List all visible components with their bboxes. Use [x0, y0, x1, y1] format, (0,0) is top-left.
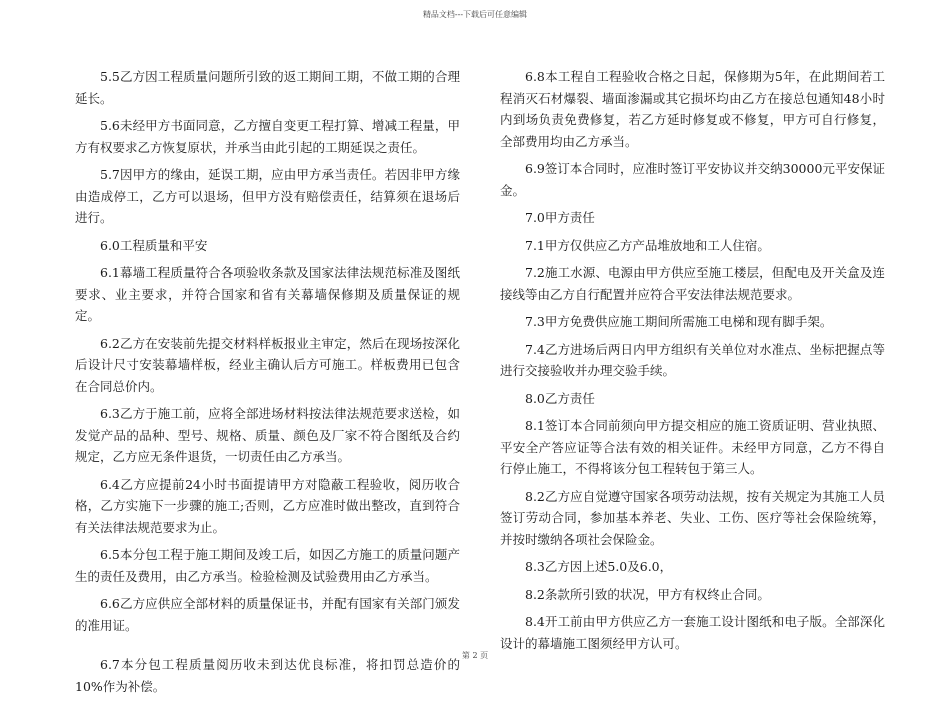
- paragraph: 6.2乙方在安装前先提交材料样板报业主审定，然后在现场按深化后设计尺寸安装幕墙样板，经业主确认后方可施工。样板费用已包含在合同总价内。: [75, 335, 460, 394]
- paragraph: 6.4乙方应提前24小时书面提请甲方对隐蔽工程验收，阅历收合格，乙方实施下一步骤的施工;否则，乙方应准时做出整改，直到符合有关法律法规范要求为止。: [75, 476, 460, 535]
- paragraph: 8.2乙方应自觉遵守国家各项劳动法规，按有关规定为其施工人员签订劳动合同，参加基本养老、失业、工伤、医疗等社会保险统筹，并按时缴纳各项社会保险金。: [500, 488, 885, 547]
- page-header: 精品文档---下载后可任意编辑: [422, 10, 528, 19]
- paragraph: 8.3乙方因上述5.0及6.0，: [525, 559, 673, 574]
- paragraph: 6.3乙方于施工前，应将全部进场材料按法律法规范要求送检，如发觉产品的品种、型号、规格、质量、颜色及厂家不符合图纸及合约规定，乙方应无条件退货，一切责任由乙方承当。: [75, 406, 460, 464]
- paragraph: 6.1幕墙工程质量符合各项验收条款及国家法律法规范标准及图纸要求、业主要求，并符合国家和省有关幕墙保修期及质量保证的规定。: [75, 265, 460, 323]
- paragraph: 8.4开工前由甲方供应乙方一套施工设计图纸和电子版。全部深化设计的幕墙施工图须经甲方认可。: [500, 614, 885, 651]
- paragraph: 7.1甲方仅供应乙方产品堆放地和工人住宿。: [525, 237, 770, 253]
- paragraph: 7.4乙方进场后两日内甲方组织有关单位对水准点、坐标把握点等进行交接验收并办理交验手续。: [500, 341, 885, 378]
- section-heading: 8.0乙方责任: [525, 390, 595, 406]
- paragraph: 6.6乙方应供应全部材料的质量保证书，并配有国家有关部门颁发的准用证。: [75, 596, 460, 633]
- page-number: 第 2 页: [461, 651, 489, 660]
- right-column: [500, 66, 885, 660]
- paragraph: 7.3甲方免费供应施工期间所需施工电梯和现有脚手架。: [525, 314, 833, 329]
- paragraph: 5.5乙方因工程质量问题所引致的返工期间工期，不做工期的合理延长。: [75, 69, 460, 106]
- paragraph: 6.9签订本合同时，应准时签订平安协议并交纳30000元平安保证金。: [500, 161, 885, 198]
- paragraph: 8.2条款所引致的状况，甲方有权终止合同。: [525, 586, 770, 602]
- paragraph: 6.7本分包工程质量阅历收未到达优良标准，将扣罚总造价的10%作为补偿。: [75, 657, 460, 694]
- left-column: [75, 66, 460, 703]
- paragraph: 5.7因甲方的缘由，延误工期，应由甲方承当责任。若因非甲方缘由造成停工，乙方可以退场，但甲方没有赔偿责任，结算须在退场后进行。: [75, 167, 460, 225]
- section-heading: 7.0甲方责任: [525, 210, 595, 225]
- paragraph: 6.5本分包工程于施工期间及竣工后，如因乙方施工的质量问题产生的责任及费用，由乙方承当。检验检测及试验费用由乙方承当。: [75, 547, 460, 584]
- paragraph: 7.2施工水源、电源由甲方供应至施工楼层，但配电及开关盒及连接线等由乙方自行配置并应符合平安法律法规范要求。: [500, 265, 885, 302]
- paragraph: 5.6未经甲方书面同意，乙方擅自变更工程打算、增减工程量，甲方有权要求乙方恢复原状，并承当由此引起的工期延误之责任。: [75, 118, 460, 155]
- paragraph: 6.8本工程自工程验收合格之日起，保修期为5年，在此期间若工程消灭石材爆裂、墙面渗漏或其它损坏均由乙方在接总包通知48小时内到场负责免费修复，若乙方延时修复或不修复，甲方可自行修复，全部费用均由乙方承当。: [500, 69, 885, 149]
- paragraph: 8.1签订本合同前须向甲方提交相应的施工资质证明、营业执照、平安全产答应证等合法有效的相关证件。未经甲方同意，乙方不得自行停止施工，不得将该分包工程转包于第三人。: [500, 418, 885, 476]
- section-heading: 6.0工程质量和平安: [100, 237, 208, 253]
